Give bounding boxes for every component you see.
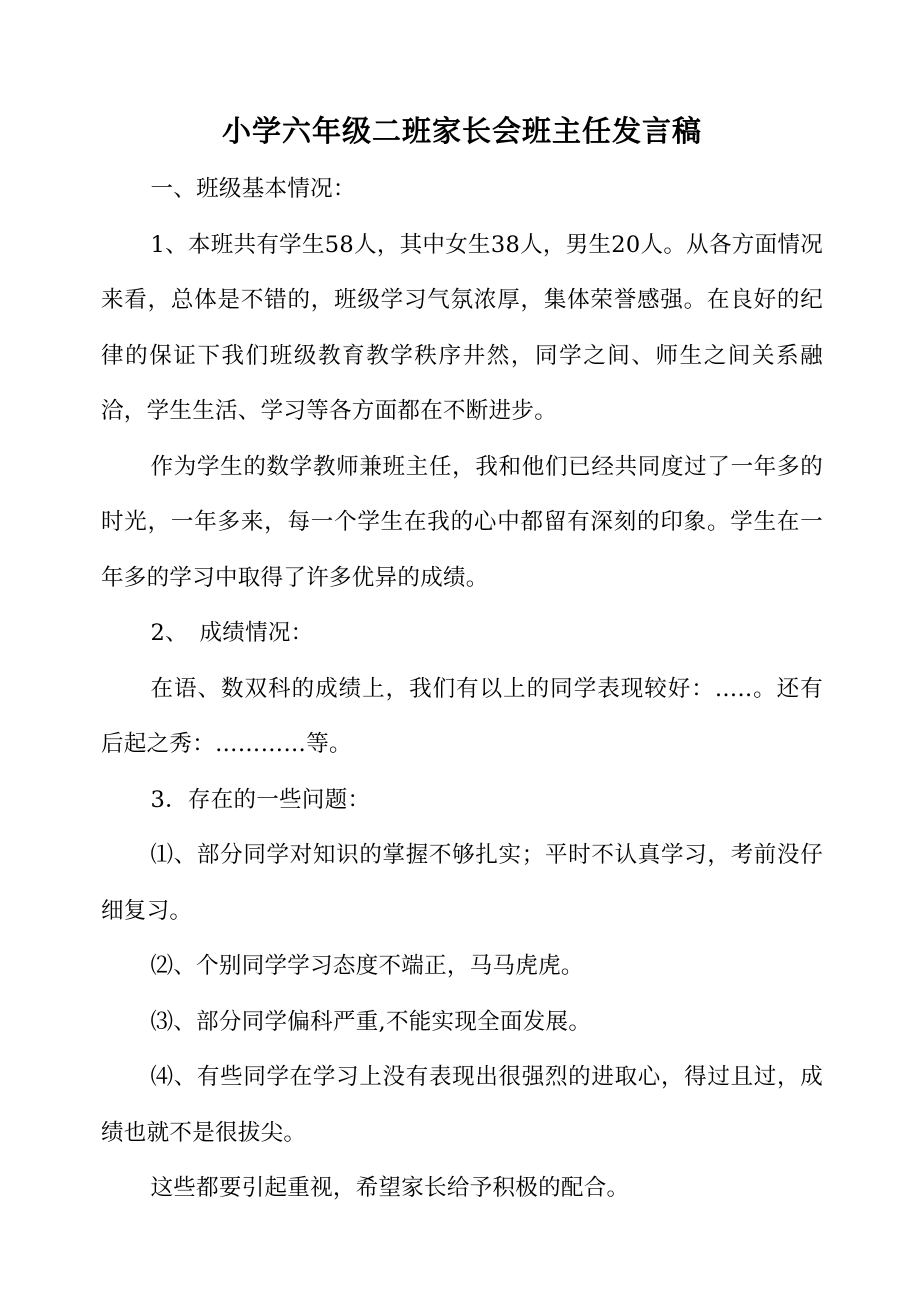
problem-item-1: ⑴、部分同学对知识的掌握不够扎实；平时不认真学习，考前没仔细复习。 [101, 842, 823, 924]
paragraph-grades: 在语、数双科的成绩上，我们有以上的同学表现较好：…..。还有后起之秀：…………等。 [101, 675, 823, 757]
document-body [101, 162, 823, 1217]
problem-item-4: ⑷、有些同学在学习上没有表现出很强烈的进取心，得过且过，成绩也就不是很拔尖。 [101, 1064, 823, 1146]
section-heading-grades: 2、 成绩情况： [150, 620, 314, 646]
section-heading-problems: 3．存在的一些问题： [150, 786, 371, 813]
problem-item-3: ⑶、部分同学偏科严重,不能实现全面发展。 [150, 1008, 592, 1035]
document-page [101, 106, 823, 1217]
section-heading-class-overview: 一、班级基本情况： [150, 176, 356, 202]
problem-item-2: ⑵、个别同学学习态度不端正，马马虎虎。 [150, 953, 584, 979]
paragraph-teacher-remarks: 作为学生的数学教师兼班主任，我和他们已经共同度过了一年多的时光，一年多来，每一个学生在我的心中都留有深刻的印象。学生在一年多的学习中取得了许多优异的成绩。 [101, 453, 823, 591]
paragraph-class-info: 1、本班共有学生58人，其中女生38人，男生20人。从各方面情况来看，总体是不错的，班级学习气氛浓厚，集体荣誉感强。在良好的纪律的保证下我们班级教育教学秩序井然，同学之间、师生之间关系融洽，学生生活、学习等各方面都在不断进步。 [101, 231, 823, 424]
paragraph-closing: 这些都要引起重视，希望家长给予积极的配合。 [150, 1175, 630, 1201]
document-title: 小学六年级二班家长会班主任发言稿 [221, 114, 702, 148]
